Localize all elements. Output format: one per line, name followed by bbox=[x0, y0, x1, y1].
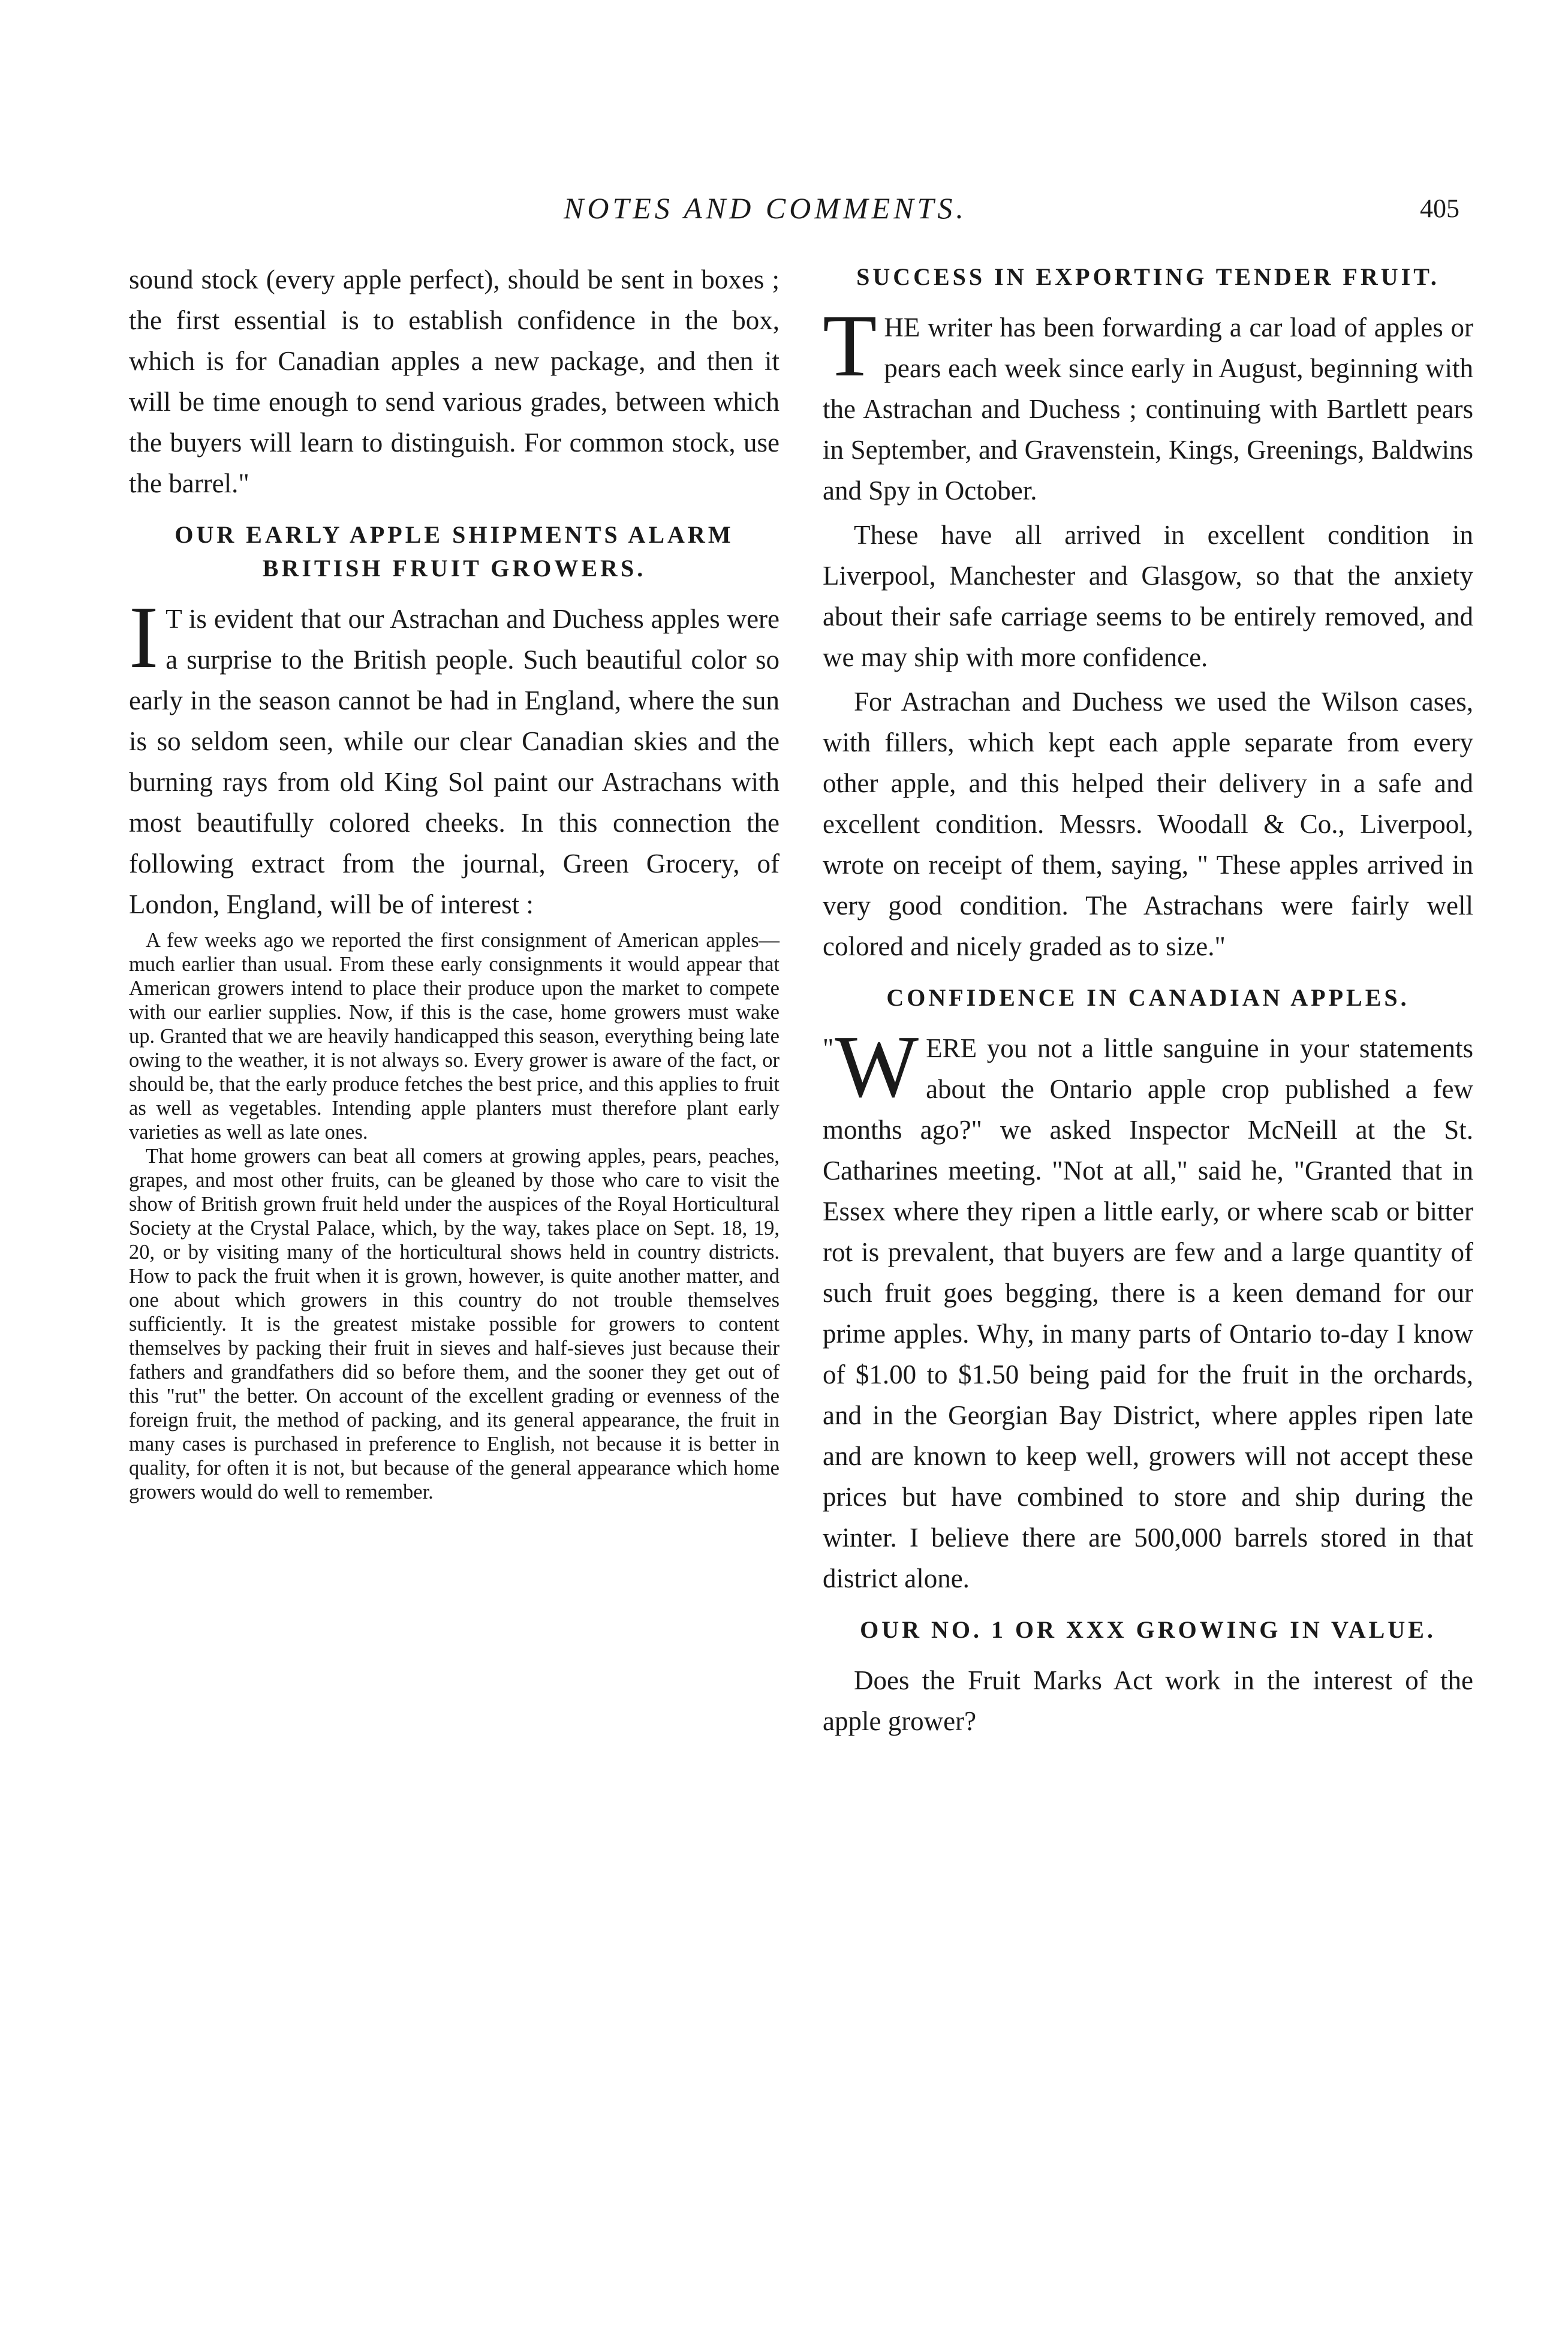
drop-cap: I bbox=[129, 588, 159, 687]
paragraph-text: T is evident that our Astrachan and Duchess apples were a surprise to the British people. Such beautiful color so early in the season cannot be had in England, where the sun is so seldom seen, while our clear Canadian skies and the burning rays from old King Sol paint our Astrachans with most beautifully colored cheeks. In this connection the following extract from the journal, Green Grocery, of London, England, will be of interest : bbox=[129, 604, 780, 919]
left-column bbox=[129, 259, 780, 1504]
section-heading-no1-xxx-value: OUR NO. 1 OR XXX GROWING IN VALUE. bbox=[860, 1616, 1436, 1643]
article-paragraph: For Astrachan and Duchess we used the Wilson cases, with fillers, which kept each apple separate from every other apple, and this helped their delivery in a safe and excellent condition. Messrs. Woodall & Co., Liverpool, wrote on receipt of them, saying, " These apples arrived in very good condition. The Astrachans were fairly well colored and nicely graded as to size." bbox=[823, 687, 1473, 961]
running-head: NOTES AND COMMENTS. bbox=[564, 191, 967, 225]
paragraph-text: ERE you not a little sanguine in your statements about the Ontario apple crop published a few months ago?" we asked Inspector McNeill at the St. Catharines meeting. "Not at all," said he, "Granted that in Essex where they ripen a little early, or where scab or bitter rot is prevalent, that buyers are few and a large quantity of such fruit goes begging, there is a keen demand for our prime apples. Why, in many parts of Ontario to-day I know of $1.00 to $1.50 being paid for the fruit in the orchards, and in the Georgian Bay District, where apples ripen late and are known to keep well, growers will not accept these prices but have combined to store and ship during the winter. I believe there are 500,000 barrels stored in that district alone. bbox=[823, 1033, 1473, 1593]
article-paragraph: These have all arrived in excellent condition in Liverpool, Manchester and Glasgow, so that the anxiety about their safe carriage seems to be entirely removed, and we may ship with more confidence. bbox=[823, 520, 1473, 672]
paragraph-text: HE writer has been forwarding a car load of apples or pears each week since early in August, beginning with the Astrachan and Duchess ; continuing with Bartlett pears in September, and Gravenstein, Kings, Greenings, Baldwins and Spy in October. bbox=[823, 312, 1473, 506]
article-paragraph bbox=[129, 588, 780, 925]
drop-cap: T bbox=[823, 297, 877, 395]
article-paragraph bbox=[823, 297, 1473, 511]
article-paragraph bbox=[823, 1018, 1473, 1599]
section-heading-early-apple-shipments: OUR EARLY APPLE SHIPMENTS ALARM BRITISH FRUIT GROWERS. bbox=[174, 521, 734, 582]
article-paragraph: Does the Fruit Marks Act work in the interest of the apple grower? bbox=[823, 1665, 1473, 1736]
page-number: 405 bbox=[1420, 194, 1459, 223]
quoted-extract-paragraph-1: A few weeks ago we reported the first consignment of American apples—much earlier than usual. From these early consignments it would appear that American growers intend to place their produce upon the market to compete with our earlier supplies. Now, if this is the case, home growers must wake up. Granted that we are heavily handicapped this season, everything being late owing to the weather, it is not always so. Every grower is aware of the fact, or should be, that the early produce fetches the best price, and this applies to fruit as well as vegetables. Intending apple planters must therefore plant early varieties as well as late ones. bbox=[129, 929, 780, 1144]
opening-quote-mark: " bbox=[823, 1033, 834, 1063]
continued-paragraph: sound stock (every apple perfect), should be sent in boxes ; the first essential is to establish confidence in the box, which is for Canadian apples a new package, and then it will be time enough to send various grades, between which the buyers will learn to distinguish. For common stock, use the barrel." bbox=[129, 264, 780, 498]
section-heading-exporting-tender-fruit: SUCCESS IN EXPORTING TENDER FRUIT. bbox=[856, 263, 1440, 290]
section-heading-confidence-canadian-apples: CONFIDENCE IN CANADIAN APPLES. bbox=[886, 984, 1410, 1011]
quoted-extract-paragraph-2: That home growers can beat all comers at growing apples, pears, peaches, grapes, and most other fruits, can be gleaned by those who care to visit the show of British grown fruit held under the auspices of the Royal Horticultural Society at the Crystal Palace, which, by the way, takes place on Sept. 18, 19, 20, or by visiting many of the horticultural shows held in country districts. How to pack the fruit when it is grown, however, is quite another matter, and one about which growers in this country do not trouble themselves sufficiently. It is the greatest mistake possible for growers to content themselves by packing their fruit in sieves and half-sieves just because their fathers and grandfathers did so before them, and the sooner they get out of this "rut" the better. On account of the excellent grading or evenness of the foreign fruit, the method of packing, and its general appearance, the fruit in many cases is purchased in preference to English, not because it is better in quality, for often it is not, but because of the general appearance which home growers would do well to remember. bbox=[129, 1145, 780, 1503]
drop-cap: W bbox=[835, 1018, 919, 1116]
right-column bbox=[823, 259, 1473, 1745]
